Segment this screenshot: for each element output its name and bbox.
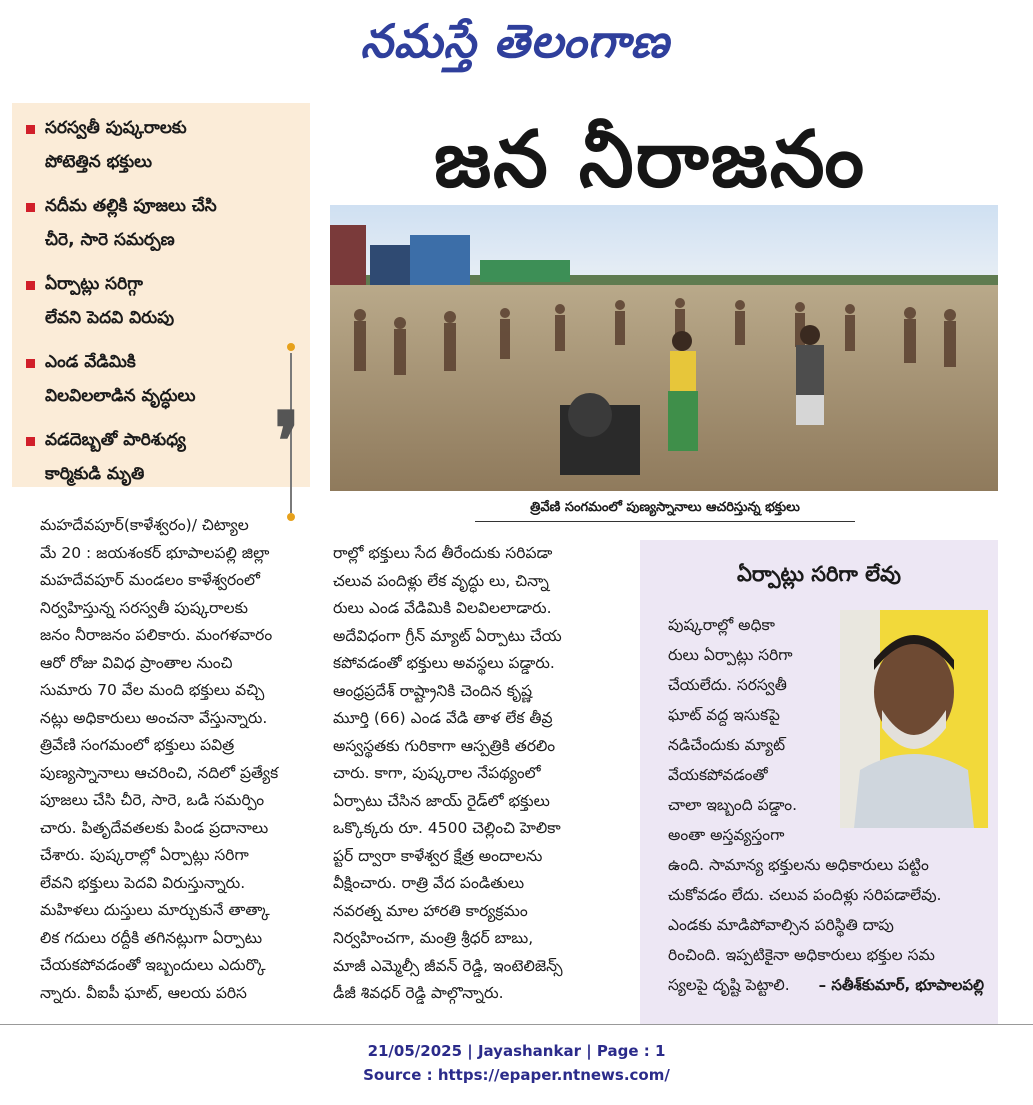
sidebar-line: పుష్కరాల్లో అధికా <box>668 616 775 634</box>
highlight-line: లేవని పెదవి విరుపు <box>45 308 175 328</box>
sidebar-line: వేయకపోవడంతో <box>668 766 768 784</box>
article-line: డీజీ శివధర్ రెడ్డి పాల్గొన్నారు. <box>333 984 504 1002</box>
article-line: పుణ్యస్నానాలు ఆచరించి, నదిలో ప్రత్యేక <box>40 763 279 782</box>
highlight-item <box>26 423 300 491</box>
article-line: చేశారు. పుష్కరాల్లో ఏర్పాట్లు సరిగా <box>40 846 249 864</box>
article-line: నట్లు అధికారులు అంచనా వేస్తున్నారు. <box>40 708 268 727</box>
sidebar-line: ఘాట్ వద్ద ఇసుకపై <box>668 706 780 724</box>
highlight-item <box>26 111 300 179</box>
headline: జన నీరాజనం <box>433 115 867 205</box>
article-line: నిర్వహించగా, మంత్రి శ్రీధర్ బాబు, <box>333 929 534 947</box>
sidebar-line: చేయలేదు. సరస్వతీ <box>668 676 787 694</box>
article-line: నవరత్న మాల హారతి కార్యక్రమం <box>333 901 528 920</box>
article-line: లేవని భక్తులు పెదవి విరుస్తున్నారు. <box>40 873 246 892</box>
article-line: మహదేవపూర్ మండలం కాళేశ్వరంలో <box>40 571 260 589</box>
sidebar-line: ఎండకు మాడిపోవాల్సిన పరిస్థితి దాపు <box>668 916 894 934</box>
highlight-item <box>26 345 300 413</box>
article-line: లిక గదులు రద్దీకి తగినట్లుగా ఏర్పాటు <box>40 928 263 947</box>
article-column-1 <box>40 512 330 1007</box>
river-photo <box>330 205 998 491</box>
highlight-line: ఎండ వేడిమికి <box>45 352 136 372</box>
highlight-item <box>26 189 300 257</box>
article-line: నిర్వహిస్తున్న సరస్వతీ పుష్కరాలకు <box>40 598 249 617</box>
article-line: చేయకపోవడంతో ఇబ్బందులు ఎదుర్కొ <box>40 956 266 974</box>
article-line: త్రివేణి సంగమంలో భక్తులు పవిత్ర <box>40 736 235 754</box>
highlight-item <box>26 267 300 335</box>
bullet-icon <box>26 281 35 290</box>
bullet-icon <box>26 437 35 446</box>
quote-icon: ❜ <box>274 394 300 488</box>
highlight-line: చీరె, సారె సమర్పణ <box>45 230 175 250</box>
article-line: రాల్లో భక్తులు సేద తీరేందుకు సరిపడా <box>333 544 553 562</box>
article-line: సుమారు 70 వేల మంది భక్తులు వచ్చి <box>40 681 265 699</box>
article-line: చలువ పందిళ్లు లేక వృద్ధు లు, చిన్నా <box>333 571 549 590</box>
sidebar-credit: – సతీశ్‌కుమార్, భూపాలపల్లి <box>818 976 984 994</box>
article-line: ప్టర్ ద్వారా కాళేశ్వర క్షేత్ర అందాలను <box>333 846 543 865</box>
article-line: రులు ఎండ వేడిమికి విలవిలలాడారు. <box>333 599 552 617</box>
highlight-line: విలవిలలాడిన వృద్ధులు <box>45 386 196 406</box>
footer-source: Source : https://epaper.ntnews.com/ <box>363 1066 670 1084</box>
bullet-icon <box>26 125 35 134</box>
footer-rule <box>0 1024 1033 1025</box>
sidebar-line: స్యలపై దృష్టి పెట్టాలి. <box>668 976 790 994</box>
bullet-icon <box>26 359 35 368</box>
dot-icon <box>287 343 295 351</box>
article-column-2 <box>333 540 630 1008</box>
article-line: ఆరో రోజు వివిధ ప్రాంతాల నుంచి <box>40 653 233 672</box>
sidebar-line: రులు ఏర్పాట్లు సరిగా <box>668 646 793 664</box>
photo-caption: త్రివేణి సంగమంలో పుణ్యస్నానాలు ఆచరిస్తున్న భక్తులు <box>475 495 855 522</box>
article-line: అదేవిధంగా గ్రీన్ మ్యాట్ ఏర్పాటు చేయ <box>333 626 562 645</box>
article-line: వీక్షించారు. రాత్రి వేద పండితులు <box>333 874 525 892</box>
article-line: న్నారు. వీఐపీ ఘాట్, ఆలయ పరిస <box>40 983 247 1002</box>
article-line: అస్వస్థతకు గురికాగా ఆస్పత్రికి తరలిం <box>333 736 556 755</box>
sidebar-line: ఉంది. సామాన్య భక్తులను అధికారులు పట్టిం <box>668 856 929 874</box>
highlight-line: పోటెత్తిన భక్తులు <box>45 152 153 172</box>
sidebar-line: చుకోవడం లేదు. చలువ పందిళ్లు సరిపడాలేవు. <box>668 886 942 904</box>
article-line: మహిళలు దుస్తులు మార్చుకునే తాత్కా <box>40 901 270 919</box>
article-line: ఆంధ్రప్రదేశ్ రాష్ట్రానికి చెందిన కృష్ణ <box>333 681 533 700</box>
article-line: కపోవడంతో భక్తులు అవస్థలు పడ్డారు. <box>333 654 555 672</box>
sidebar-line: చాలా ఇబ్బంది పడ్డాం. <box>668 796 798 814</box>
sidebar-line: రించింది. ఇప్పటికైనా అధికారులు భక్తుల సమ <box>668 946 935 964</box>
highlights-box <box>12 103 310 487</box>
sidebar-text <box>668 610 988 1000</box>
article-line: ఒక్కొక్కరు రూ. 4500 చెల్లించి హెలికా <box>333 819 561 837</box>
article-line: చారు. పితృదేవతలకు పిండ ప్రదానాలు <box>40 818 269 837</box>
article-line: జనం నీరాజనం పలికారు. మంగళవారం <box>40 626 273 644</box>
article-line: మాజీ ఎమ్మెల్సీ జీవన్ రెడ్డి, ఇంటెలిజెన్స్ <box>333 956 563 975</box>
highlight-line: సరస్వతీ పుష్కరాలకు <box>45 118 187 138</box>
article-line: చారు. కాగా, పుష్కరాల నేపథ్యంలో <box>333 764 541 782</box>
article-line: మహదేవపూర్(కాళేశ్వరం)/ చిట్యాల <box>40 516 249 534</box>
highlight-line: ఏర్పాట్లు సరిగ్గా <box>45 274 143 294</box>
highlight-line: కార్మికుడి మృతి <box>45 464 145 484</box>
article-line: ఏర్పాటు చేసిన జాయ్ రైడ్‌లో భక్తులు <box>333 791 550 810</box>
sidebar-box <box>640 540 998 1024</box>
sidebar-line: అంతా అస్తవ్యస్తంగా <box>668 826 785 844</box>
article-line: మూర్తి (66) ఎండ వేడి తాళ లేక తీవ్ర <box>333 709 553 727</box>
article-line: పూజలు చేసి చీరె, సారె, ఒడి సమర్పిం <box>40 791 265 809</box>
highlight-line: వడదెబ్బతో పారిశుధ్య <box>45 430 186 450</box>
sidebar-line: నడిచేందుకు మ్యాట్ <box>668 736 786 754</box>
bullet-icon <box>26 203 35 212</box>
highlight-line: నదీమ తల్లికి పూజలు చేసి <box>45 196 217 216</box>
newspaper-masthead: నమస్తే తెలంగాణ <box>360 14 670 68</box>
footer-date-page: 21/05/2025 | Jayashankar | Page : 1 <box>367 1042 666 1060</box>
article-line: మే 20 : జయశంకర్ భూపాలపల్లి జిల్లా <box>40 543 270 562</box>
sidebar-title: ఏర్పాట్లు సరిగా లేవు <box>736 562 902 586</box>
